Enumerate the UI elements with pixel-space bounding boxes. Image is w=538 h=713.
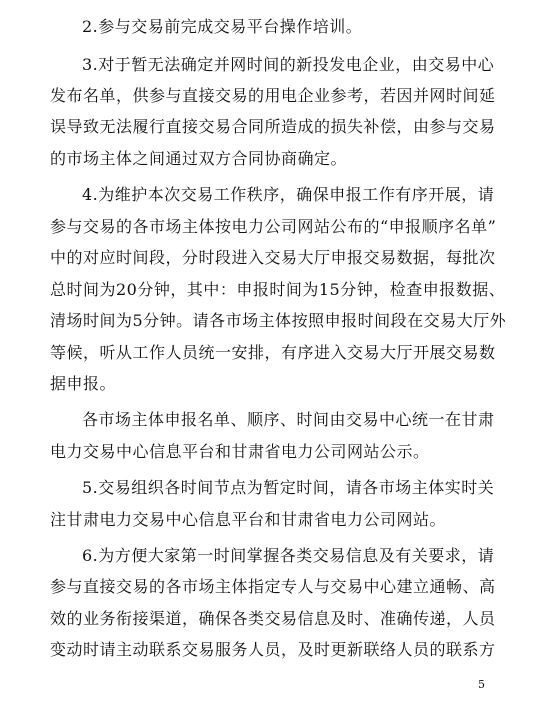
paragraph-line: 中的对应时间段，分时段进入交易大厅申报交易数据，每批次 [50,248,496,267]
paragraph-line: 参与交易的各市场主体按电力公司网站公布的“申报顺序名单” [50,217,497,236]
paragraph-line: 等候，听从工作人员统一安排，有序进入交易大厅开展交易数 [50,343,496,362]
paragraph-line: 3.对于暂无法确定并网时间的新投发电企业，由交易中心 [82,55,495,74]
paragraph-line: 据申报。 [50,374,117,393]
paragraph-line: 2.参与交易前完成交易平台操作培训。 [82,17,363,36]
paragraph-line: 电力交易中心信息平台和甘肃省电力公司网站公示。 [50,442,430,461]
paragraph-line: 参与直接交易的各市场主体指定专人与交易中心建立通畅、高 [50,577,496,596]
paragraph-line: 误导致无法履行直接交易合同所造成的损失补偿，由参与交易 [50,117,496,136]
paragraph-line: 发布名单，供参与直接交易的用电企业参考，若因并网时间延 [50,86,496,105]
paragraph-line: 的市场主体之间通过双方合同协商确定。 [50,149,348,168]
page-number: 5 [478,678,485,691]
paragraph-line: 注甘肃电力交易中心信息平台和甘肃省电力公司网站。 [50,510,447,529]
paragraph-line: 清场时间为5分钟。请各市场主体按照申报时间段在交易大厅外 [50,311,507,330]
paragraph-line: 各市场主体申报名单、顺序、时间由交易中心统一在甘肃 [82,410,495,429]
paragraph-line: 6.为方便大家第一时间掌握各类交易信息及有关要求，请 [82,546,495,565]
paragraph-line: 效的业务衔接渠道，确保各类交易信息及时、准确传递，人员 [50,609,496,628]
paragraph-line: 5.交易组织各时间节点为暂定时间，请各市场主体实时关 [82,478,495,497]
paragraph-line: 总时间为20分钟，其中：申报时间为15分钟，检查申报数据、 [50,280,506,299]
paragraph-line: 变动时请主动联系交易服务人员，及时更新联络人员的联系方 [50,640,496,659]
paragraph-line: 4.为维护本次交易工作秩序，确保申报工作有序开展，请 [82,185,495,204]
